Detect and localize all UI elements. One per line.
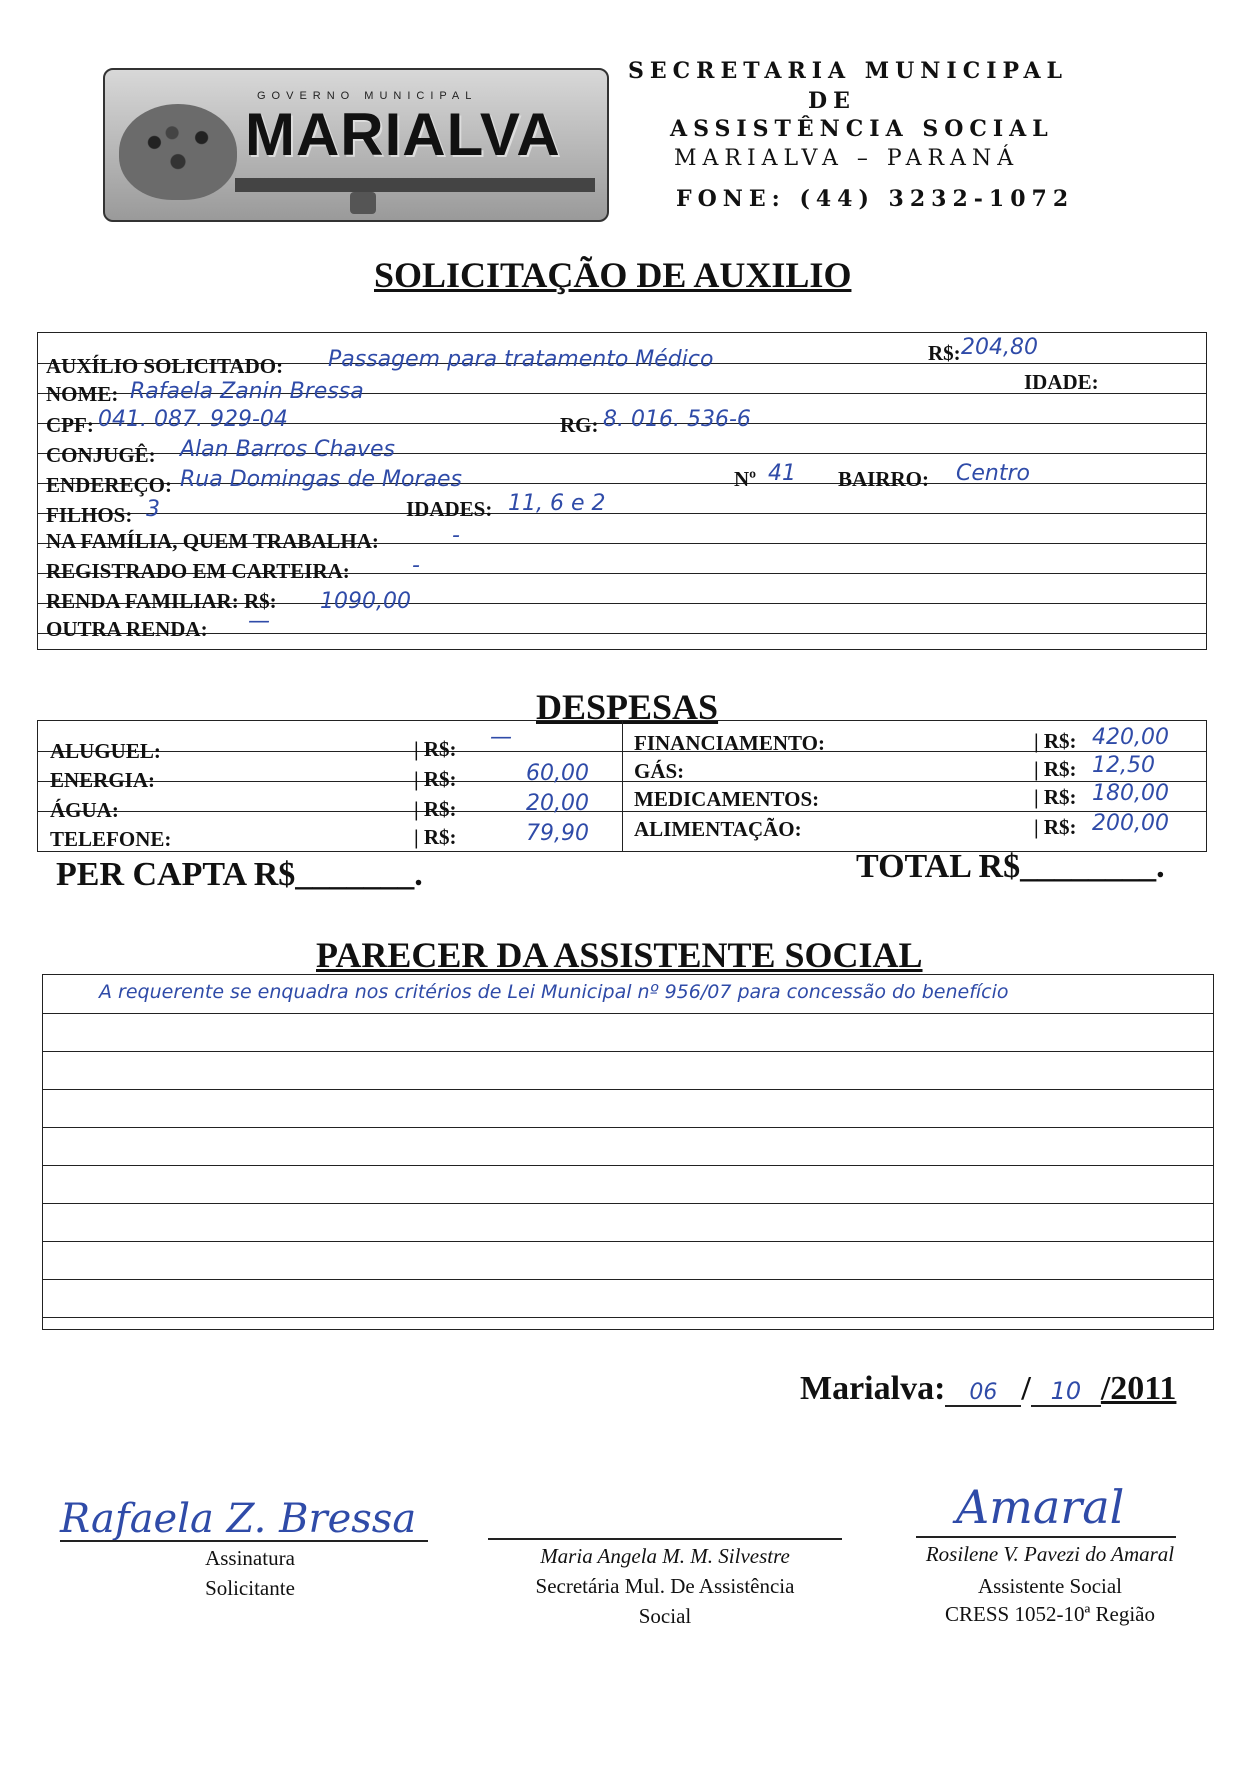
logo-name: MARIALVA — [245, 101, 561, 168]
date-year: /2011 — [1100, 1370, 1177, 1407]
endereco-value: Rua Domingas de Moraes — [180, 467, 462, 492]
renda-value: 1090,00 — [320, 589, 411, 614]
rg-value: 8. 016. 536-6 — [603, 407, 751, 432]
sig3-line — [916, 1536, 1176, 1538]
financiamento-label: FINANCIAMENTO: — [634, 731, 825, 755]
aluguel-label: ALUGUEL: — [50, 739, 161, 763]
gas-rs-label: | R$: — [1034, 757, 1077, 781]
gas-value: 12,50 — [1092, 753, 1155, 778]
conjuge-label: CONJUGÊ: — [46, 443, 156, 467]
despesas-table — [37, 720, 1207, 852]
logo-band — [235, 178, 595, 192]
nome-label: NOME: — [46, 382, 119, 406]
form-table — [37, 332, 1207, 650]
date-line — [800, 1370, 1176, 1408]
auxilio-label: AUXÍLIO SOLICITADO: — [46, 354, 284, 378]
sig2-caption2: Social — [638, 1604, 692, 1628]
idades-label: IDADES: — [406, 497, 493, 521]
cpf-value: 041. 087. 929-04 — [98, 407, 288, 432]
endereco-label: ENDEREÇO: — [46, 473, 173, 497]
idade-label: IDADE: — [1024, 370, 1099, 394]
alimentacao-value: 200,00 — [1092, 811, 1169, 836]
gas-label: GÁS: — [634, 759, 685, 783]
auxilio-value: Passagem para tratamento Médico — [328, 347, 714, 372]
seal-icon — [350, 192, 376, 214]
page-title: SOLICITAÇÃO DE AUXILIO — [374, 255, 852, 295]
energia-rs-label: | R$: — [414, 767, 457, 791]
carteira-label: REGISTRADO EM CARTEIRA: — [46, 559, 350, 583]
cpf-label: CPF: — [46, 413, 94, 437]
header-line2: DE — [808, 88, 856, 114]
idades-value: 11, 6 e 2 — [508, 491, 606, 516]
trabalha-label: NA FAMÍLIA, QUEM TRABALHA: — [46, 529, 379, 553]
date-prefix: Marialva: — [800, 1370, 946, 1407]
rs-value: 204,80 — [961, 335, 1038, 360]
parecer-box — [42, 974, 1214, 1330]
sig3-name: Rosilene V. Pavezi do Amaral — [925, 1542, 1175, 1566]
date-month: 10 — [1031, 1377, 1101, 1407]
sig2-caption1: Secretária Mul. De Assistência — [535, 1574, 795, 1598]
grapes-icon — [119, 104, 237, 200]
header-line3: ASSISTÊNCIA SOCIAL — [670, 116, 1054, 142]
parecer-title: PARECER DA ASSISTENTE SOCIAL — [316, 935, 923, 975]
alimentacao-rs-label: | R$: — [1034, 815, 1077, 839]
total: TOTAL R$________. — [856, 848, 1165, 885]
sig2-name: Maria Angela M. M. Silvestre — [540, 1544, 790, 1568]
sig3-caption2: CRESS 1052-10ª Região — [945, 1602, 1155, 1626]
date-sep1: / — [1021, 1370, 1031, 1407]
sig1-caption1: Assinatura — [205, 1546, 295, 1570]
header-line1: SECRETARIA MUNICIPAL — [628, 58, 1068, 84]
header-phone: FONE: (44) 3232-1072 — [676, 186, 1075, 212]
energia-label: ENERGIA: — [50, 768, 156, 792]
sig3-handwritten: Amaral — [956, 1480, 1125, 1534]
logo-top-text: GOVERNO MUNICIPAL — [257, 90, 478, 102]
energia-value: 60,00 — [526, 761, 589, 786]
bairro-value: Centro — [956, 461, 1030, 486]
medicamentos-label: MEDICAMENTOS: — [634, 787, 820, 811]
sig1-line — [60, 1540, 428, 1542]
sig1-caption2: Solicitante — [205, 1576, 295, 1600]
aluguel-value: — — [490, 725, 512, 750]
sig3-caption1: Assistente Social — [977, 1574, 1123, 1598]
telefone-rs-label: | R$: — [414, 825, 457, 849]
trabalha-value: - — [452, 523, 460, 548]
carteira-value: - — [412, 553, 420, 578]
numero-value: 41 — [768, 461, 796, 486]
sig1-handwritten: Rafaela Z. Bressa — [60, 1496, 417, 1542]
date-day: 06 — [945, 1380, 1021, 1407]
header-line4: MARIALVA – PARANÁ — [674, 146, 1020, 171]
financiamento-value: 420,00 — [1092, 725, 1169, 750]
renda-label: RENDA FAMILIAR: R$: — [46, 589, 277, 613]
agua-value: 20,00 — [526, 791, 589, 816]
telefone-value: 79,90 — [526, 821, 589, 846]
alimentacao-label: ALIMENTAÇÃO: — [634, 817, 802, 841]
rs-label: R$: — [928, 341, 961, 365]
financiamento-rs-label: | R$: — [1034, 729, 1077, 753]
bairro-label: BAIRRO: — [838, 467, 930, 491]
rg-label: RG: — [560, 413, 599, 437]
medicamentos-value: 180,00 — [1092, 781, 1169, 806]
filhos-label: FILHOS: — [46, 503, 133, 527]
parecer-text: A requerente se enquadra nos critérios de Lei Municipal nº 956/07 para concessão do benefício — [99, 981, 1009, 1003]
outra-renda-label: OUTRA RENDA: — [46, 617, 208, 641]
conjuge-value: Alan Barros Chaves — [180, 437, 395, 462]
telefone-label: TELEFONE: — [50, 827, 172, 851]
per-capta: PER CAPTA R$_______. — [56, 856, 423, 893]
numero-label: Nº — [734, 467, 757, 491]
aluguel-rs-label: | R$: — [414, 737, 457, 761]
marialva-logo — [103, 68, 609, 222]
agua-rs-label: | R$: — [414, 797, 457, 821]
nome-value: Rafaela Zanin Bressa — [130, 379, 364, 404]
filhos-value: 3 — [146, 497, 160, 522]
agua-label: ÁGUA: — [50, 798, 119, 822]
medicamentos-rs-label: | R$: — [1034, 785, 1077, 809]
despesas-title: DESPESAS — [536, 687, 719, 727]
outra-renda-value: — — [248, 609, 270, 634]
sig2-line — [488, 1538, 842, 1540]
